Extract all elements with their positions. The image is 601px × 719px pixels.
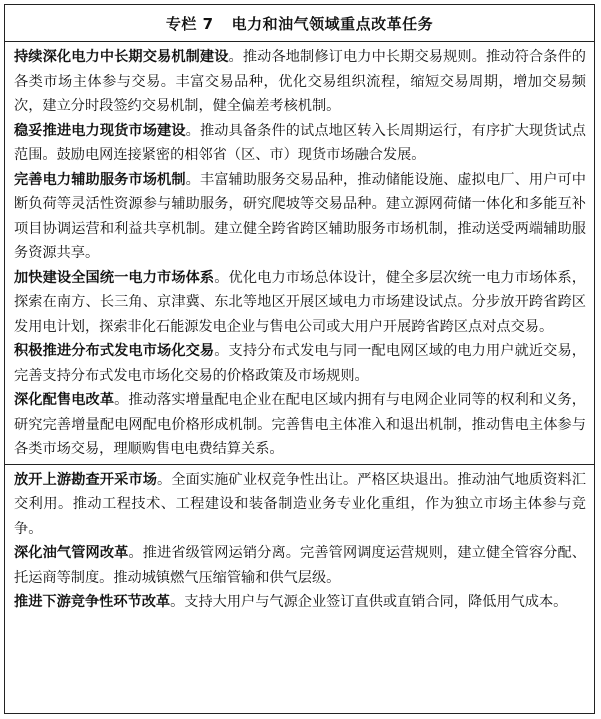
paragraph-body: 。推动落实增量配电企业在配电区域内拥有与电网企业同等的权利和义务，研究完善增量配电网配电价格形成机制。完善售电主体准入和退出机制，推动售电主体参与各类市场交易，理顺购售电电费结算关系。 [14,392,586,457]
box-title-label: 专栏 7 [165,14,214,33]
box-title-text: 电力和油气领域重点改革任务 [231,14,434,33]
paragraph-body: 。推动具备条件的试点地区转入长周期运行，有序扩大现货试点范围。鼓励电网连接紧密的相邻省（区、市）现货市场融合发展。 [14,122,586,163]
paragraph-electricity-3 [14,168,586,266]
paragraph-body: 。支持分布式发电与同一配电网区域的电力用户就近交易，完善支持分布式发电市场化交易的价格政策及市场规则。 [14,343,586,384]
paragraph-heading: 加快建设全国统一电力市场体系 [14,269,215,286]
paragraph-body: 。全面实施矿业权竞争性出让。严格区块退出。推动油气地质资料汇交利用。推动工程技术、工程建设和装备制造业务专业化重组，作为独立市场主体参与竞争。 [14,471,586,537]
paragraph-heading: 推进下游竞争性环节改革 [14,594,171,610]
paragraph-oilgas-1 [14,468,586,542]
paragraph-electricity-5 [14,339,586,388]
paragraph-oilgas-3 [14,590,586,615]
paragraph-electricity-1 [14,45,586,119]
paragraph-body: 。优化电力市场总体设计，健全多层次统一电力市场体系，探索在南方、长三角、京津冀、东北等地区开展区域电力市场建设试点。分步放开跨省跨区发用电计划，探索非化石能源发电企业与售电公司或大用户开展跨省跨区点对点交易。 [14,269,586,335]
paragraph-heading: 深化油气管网改革 [14,545,129,561]
paragraph-body: 。支持大用户与气源企业签订直供或直销合同，降低用气成本。 [170,594,568,610]
paragraph-body: 。推动各地制修订电力中长期交易规则。推动符合条件的各类市场主体参与交易。丰富交易品种，优化交易组织流程，缩短交易周期，增加交易频次，建立分时段签约交易机制，健全偏差考核机制。 [14,49,586,114]
paragraph-heading: 深化配售电改革 [14,392,115,408]
paragraph-electricity-2 [14,119,586,168]
paragraph-oilgas-2 [14,541,586,590]
paragraph-heading: 完善电力辅助服务市场机制 [14,171,186,188]
electricity-section [5,42,594,465]
paragraph-heading: 稳妥推进电力现货市场建设 [14,122,186,139]
oilgas-section [5,465,594,617]
paragraph-body: 。丰富辅助服务交易品种，推动储能设施、虚拟电厂、用户可中断负荷等灵活性资源参与辅助服务，研究爬坡等交易品种。建立源网荷储一体化和多能互补项目协调运营和利益共享机制。建立健全跨省跨区辅助服务市场机制，推动送受两端辅助服务资源共享。 [14,171,586,261]
paragraph-electricity-4 [14,266,586,340]
paragraph-electricity-6 [14,388,586,462]
paragraph-heading: 积极推进分布式发电市场化交易 [14,343,215,359]
reform-tasks-box [4,4,595,714]
box-title [5,5,594,42]
paragraph-heading: 持续深化电力中长期交易机制建设 [14,49,229,65]
paragraph-body: 。推进省级管网运销分离。完善管网调度运营规则，建立健全管容分配、托运商等制度。推动城镇燃气压缩管输和供气层级。 [14,545,586,586]
paragraph-heading: 放开上游勘查开采市场 [14,471,158,488]
